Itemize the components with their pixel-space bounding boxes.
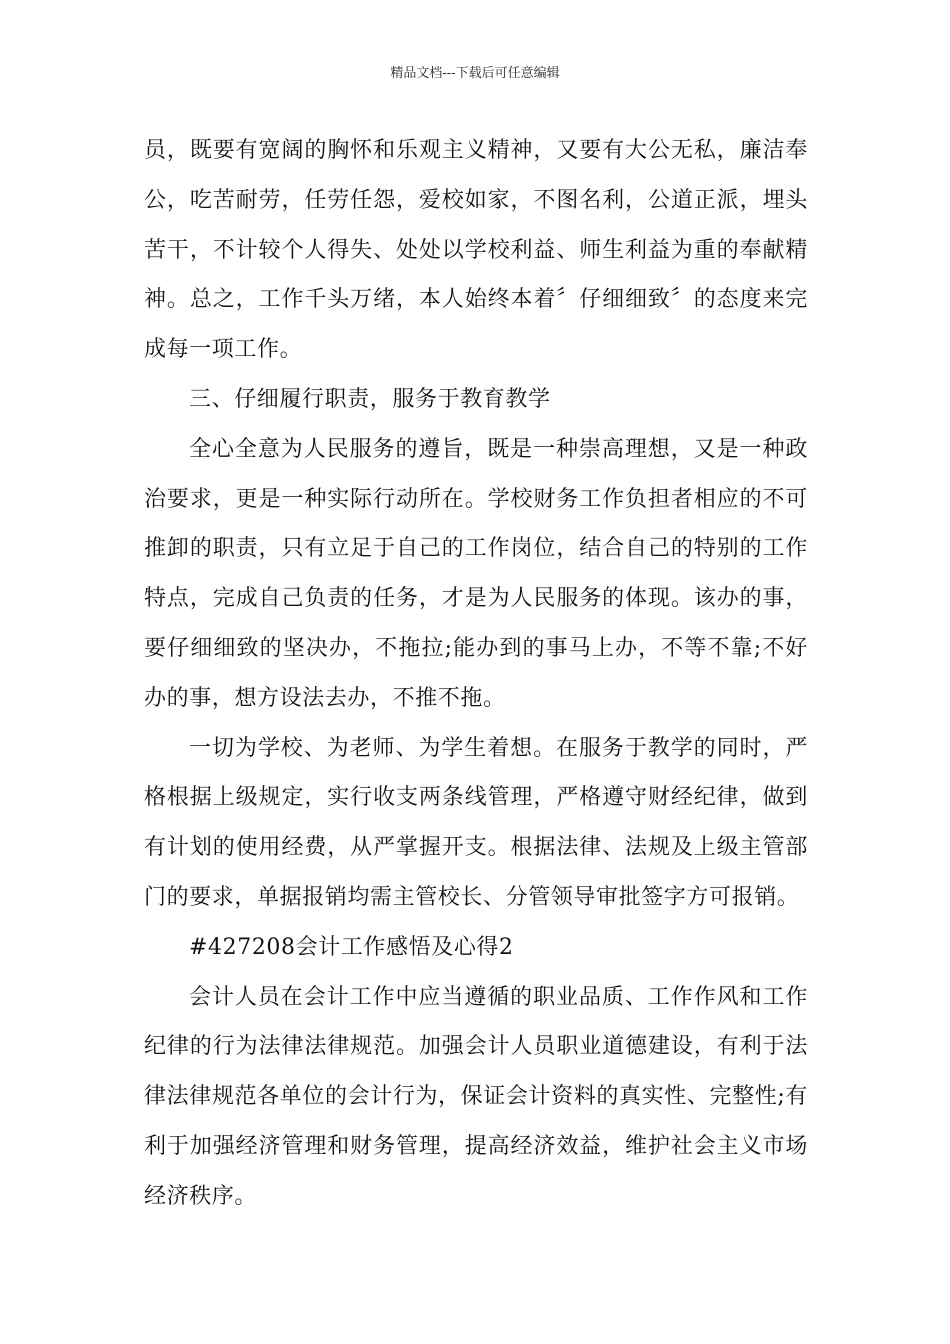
paragraph-continuation: 员，既要有宽阔的胸怀和乐观主义精神，又要有大公无私，廉洁奉公，吃苦耐劳，任劳任怨，爱校如家，不图名利，公道正派，埋头苦干，不计较个人得失、处处以学校利益、师生利益为重的奉献精神。总之，工作千头万绪，本人始终本着〞仔细细致〞的态度来完成每一项工作。 (144, 138, 808, 363)
document-body (144, 126, 808, 1222)
section-heading-three: 三、仔细履行职责，服务于教育教学 (189, 386, 551, 412)
paragraph-service: 全心全意为人民服务的遵旨，既是一种崇高理想，又是一种政治要求，更是一种实际行动所在。学校财务工作负担者相应的不可推卸的职责，只有立足于自己的工作岗位，结合自己的特别的工作特点，完成自己负责的任务，才是为人民服务的体现。该办的事，要仔细细致的坚决办，不拖拉;能办到的事马上办，不等不靠;不好办的事，想方设法去办，不推不拖。 (144, 436, 808, 711)
paragraph-professional-ethics: 会计人员在会计工作中应当遵循的职业品质、工作作风和工作纪律的行为法律法律规范。加强会计人员职业道德建设，有利于法律法律规范各单位的会计行为，保证会计资料的真实性、完整性;有利于加强经济管理和财务管理，提高经济效益，维护社会主义市场经济秩序。 (144, 984, 808, 1209)
article-title-2: #427208会计工作感悟及心得2 (189, 934, 514, 960)
paragraph-school-first: 一切为学校、为老师、为学生着想。在服务于教学的同时，严格根据上级规定，实行收支两条线管理，严格遵守财经纪律，做到有计划的使用经费，从严掌握开支。根据法律、法规及上级主管部门的要求，单据报销均需主管校长、分管领导审批签字方可报销。 (144, 735, 808, 910)
page-header: 精品文档---下载后可任意编辑 (390, 66, 560, 81)
